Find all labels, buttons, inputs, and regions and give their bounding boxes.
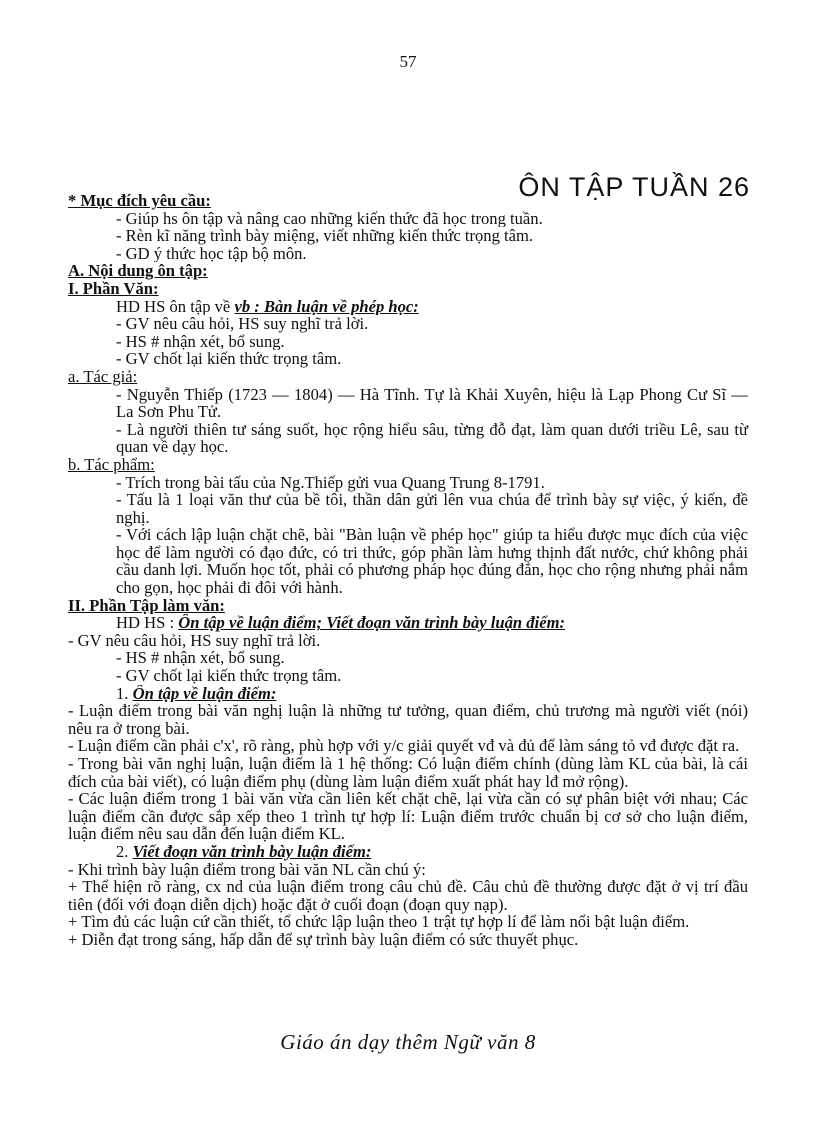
sub2-item: + Tìm đủ các luận cứ cần thiết, tổ chức lập luận theo 1 trật tự hợp lí để làm nổi bật luận điểm. [68, 912, 690, 932]
part1-intro-topic: vb : Bàn luận về phép học: [234, 297, 419, 316]
document-body [68, 192, 748, 949]
purpose-item: - Rèn kĩ năng trình bày miệng, viết những kiến thức trọng tâm. [116, 227, 534, 245]
part1-step: - HS # nhận xét, bổ sung. [116, 332, 285, 351]
page-number: 57 [399, 52, 417, 71]
sub1-number: 1. [116, 684, 133, 703]
work-item: - Với cách lập luận chặt chẽ, bài "Bàn luận về phép học" giúp ta hiểu được mục đích của việc học để làm người có đạo đức, có tri thức, góp phần làm hưng thịnh đất nước, chứ không phải cầu danh lợi. Muốn học tốt, phải có phương pháp học đúng đắn, học cho rộng nhưng phải nắm cho gọn, học phải đi đôi với hành. [116, 525, 748, 598]
work-item: - Trích trong bài tấu của Ng.Thiếp gửi vua Quang Trung 8-1791. [116, 472, 545, 492]
part1-step: - GV chốt lại kiến thức trọng tâm. [116, 350, 342, 368]
author-item: - Là người thiên tư sáng suốt, học rộng hiểu sâu, từng đỗ đạt, làm quan dưới triều Lê, sau từ quan về dạy học. [116, 419, 748, 457]
sub1-item: - Luận điểm trong bài văn nghị luận là những tư tưởng, quan điểm, chủ trương mà người viết (nói) nêu ra ở trong bài. [68, 701, 748, 738]
sub1-title: Ôn tập về luận điểm: [132, 684, 277, 703]
sub2-item: - Khi trình bày luận điểm trong bài văn NL cần chú ý: [68, 859, 426, 879]
sub1-item: - Các luận điểm trong 1 bài văn vừa cần liên kết chặt chẽ, lại vừa cần có sự phân biệt với nhau; Các luận điểm cần được sắp xếp theo 1 trình tự hợp lí: Luận điểm trước chuẩn bị cơ sở cho luận điểm, luận điểm nêu sau dẫn đến luận điểm KL. [68, 789, 748, 844]
sub2-heading [68, 843, 748, 861]
part2-intro-prefix: HD HS : [116, 614, 179, 632]
purpose-heading: * Mục đích yêu cầu: [68, 192, 211, 210]
sub2-number: 2. [116, 842, 133, 861]
author-item: - Nguyễn Thiếp (1723 — 1804) — Hà Tĩnh. Tự là Khải Xuyên, hiệu là Lạp Phong Cư Sĩ — La Sơn Phu Tử. [116, 384, 748, 422]
part2-step: - GV nêu câu hỏi, HS suy nghĩ trả lời. [68, 631, 321, 650]
sub2-item: + Thể hiện rõ ràng, cx nd của luận điểm trong câu chủ đề. Câu chủ đề thường được đặt ở vị trí đầu tiên (đối với đoạn diễn dịch) hoặc đặt ở cuối đoạn (đoạn quy nạp). [68, 877, 748, 914]
sub1-item: - Luận điểm cần phải c'x', rõ ràng, phù hợp với y/c giải quyết vđ và đủ để làm sáng tỏ vđ được đặt ra. [68, 736, 740, 756]
work-item: - Tấu là 1 loại văn thư của bề tôi, thần dân gửi lên vua chúa để trình bày sự việc, ý kiến, đề nghị. [116, 490, 748, 527]
part1-step: - GV nêu câu hỏi, HS suy nghĩ trả lời. [116, 315, 369, 333]
section-a-heading: A. Nội dung ôn tập: [68, 262, 208, 280]
sub2-title: Viết đoạn văn trình bày luận điểm: [132, 842, 372, 861]
sub1-item: - Trong bài văn nghị luận, luận điểm là 1 hệ thống: Có luận điểm chính (dùng làm KL của bài, là cái đích của bài viết), có luận điểm phụ (dùng làm luận điểm xuất phát hay lđ mở rộng). [68, 754, 748, 791]
part2-intro-topic: Ôn tập về luận điểm; Viết đoạn văn trình bày luận điểm: [178, 614, 566, 632]
page-footer: Giáo án dạy thêm Ngữ văn 8 [280, 1030, 536, 1054]
part1-intro [68, 298, 748, 316]
part2-heading: II. Phần Tập làm văn: [68, 596, 225, 615]
author-heading: a. Tác giả: [68, 367, 138, 386]
work-heading: b. Tác phẩm: [68, 455, 155, 474]
purpose-item: - GD ý thức học tập bộ môn. [116, 244, 307, 263]
part1-intro-prefix: HD HS ôn tập về [116, 297, 235, 316]
part2-intro [68, 614, 748, 632]
purpose-item: - Giúp hs ôn tập và nâng cao những kiến thức đã học trong tuần. [116, 209, 543, 228]
page-title: ÔN TẬP TUẦN 26 [518, 172, 750, 202]
part1-heading: I. Phần Văn: [68, 279, 159, 298]
part2-step: - GV chốt lại kiến thức trọng tâm. [116, 667, 342, 685]
part2-step: - HS # nhận xét, bổ sung. [116, 649, 285, 668]
sub1-heading [68, 685, 748, 703]
sub2-item: + Diễn đạt trong sáng, hấp dẫn để sự trình bày luận điểm có sức thuyết phục. [68, 929, 579, 949]
